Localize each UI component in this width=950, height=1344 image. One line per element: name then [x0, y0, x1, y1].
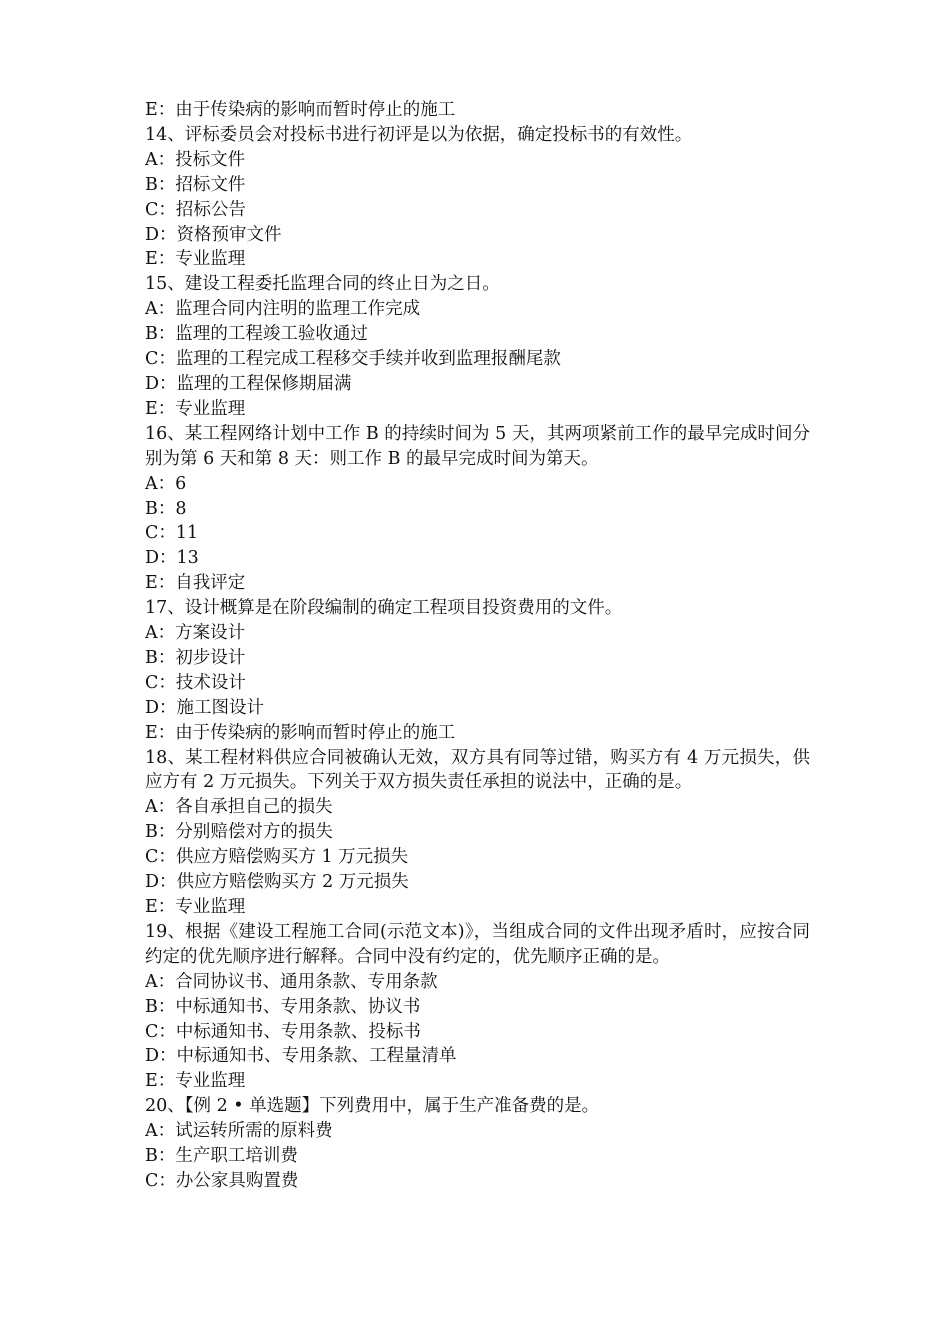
option-e-q16: E：自我评定	[145, 573, 246, 594]
option-b-q15: B：监理的工程竣工验收通过	[145, 324, 368, 345]
option-d-q19: D：中标通知书、专用条款、工程量清单	[145, 1046, 457, 1067]
option-c-q20: C：办公家具购置费	[145, 1170, 299, 1191]
question-18: 18、某工程材料供应合同被确认无效，双方具有同等过错，购买方有 4 万元损失，供应方有 2 万元损失。下列关于双方损失责任承担的说法中，正确的是。	[145, 747, 810, 793]
option-c-q19: C：中标通知书、专用条款、投标书	[145, 1021, 421, 1042]
option-d-q15: D：监理的工程保修期届满	[145, 373, 352, 394]
option-a-q14: A：投标文件	[145, 149, 246, 170]
question-14: 14、评标委员会对投标书进行初评是以为依据，确定投标书的有效性。	[145, 124, 693, 145]
option-a-q15: A：监理合同内注明的监理工作完成	[145, 299, 421, 320]
option-e-q17: E：由于传染病的影响而暂时停止的施工	[145, 722, 456, 743]
option-a-q16: A：6	[145, 473, 187, 494]
option-c-q14: C：招标公告	[145, 199, 246, 220]
option-a-q19: A：合同协议书、通用条款、专用条款	[145, 971, 438, 992]
option-b-q14: B：招标文件	[145, 174, 246, 195]
option-a-q17: A：方案设计	[145, 623, 246, 644]
option-b-q19: B：中标通知书、专用条款、协议书	[145, 996, 421, 1017]
option-e-q18: E：专业监理	[145, 897, 246, 917]
question-16: 16、某工程网络计划中工作 B 的持续时间为 5 天，其两项紧前工作的最早完成时间分别为第 6 天和第 8 天：则工作 B 的最早完成时间为第天。	[145, 423, 810, 469]
question-20: 20、【例 2 • 单选题】下列费用中，属于生产准备费的是。	[145, 1096, 600, 1117]
option-b-q20: B：生产职工培训费	[145, 1146, 298, 1167]
option-e-q15: E：专业监理	[145, 398, 246, 419]
option-c-q18: C：供应方赔偿购买方 1 万元损失	[145, 847, 409, 868]
option-c-q15: C：监理的工程完成工程移交手续并收到监理报酬尾款	[145, 349, 561, 370]
option-b-q18: B：分别赔偿对方的损失	[145, 822, 333, 843]
option-d-q18: D：供应方赔偿购买方 2 万元损失	[145, 872, 409, 893]
option-a-q20: A：试运转所需的原料费	[145, 1121, 333, 1142]
option-d-q16: D：13	[145, 548, 199, 569]
option-e-q19: E：专业监理	[145, 1071, 246, 1092]
option-c-q16: C：11	[145, 523, 199, 544]
question-17: 17、设计概算是在阶段编制的确定工程项目投资费用的文件。	[145, 598, 623, 619]
option-d-q17: D：施工图设计	[145, 697, 265, 718]
option-b-q17: B：初步设计	[145, 647, 246, 668]
option-d-q14: D：资格预审文件	[145, 224, 282, 245]
option-a-q18: A：各自承担自己的损失	[145, 797, 333, 818]
option-e-q13: E：由于传染病的影响而暂时停止的施工	[145, 100, 456, 120]
question-15: 15、建设工程委托监理合同的终止日为之日。	[145, 274, 500, 295]
option-b-q16: B：8	[145, 498, 187, 519]
question-19: 19、根据《建设工程施工合同(示范文本)》，当组成合同的文件出现矛盾时，应按合同约定的优先顺序进行解释。合同中没有约定的，优先顺序正确的是。	[145, 921, 810, 967]
option-e-q14: E：专业监理	[145, 249, 246, 270]
option-c-q17: C：技术设计	[145, 672, 246, 693]
document-body	[145, 98, 810, 1194]
